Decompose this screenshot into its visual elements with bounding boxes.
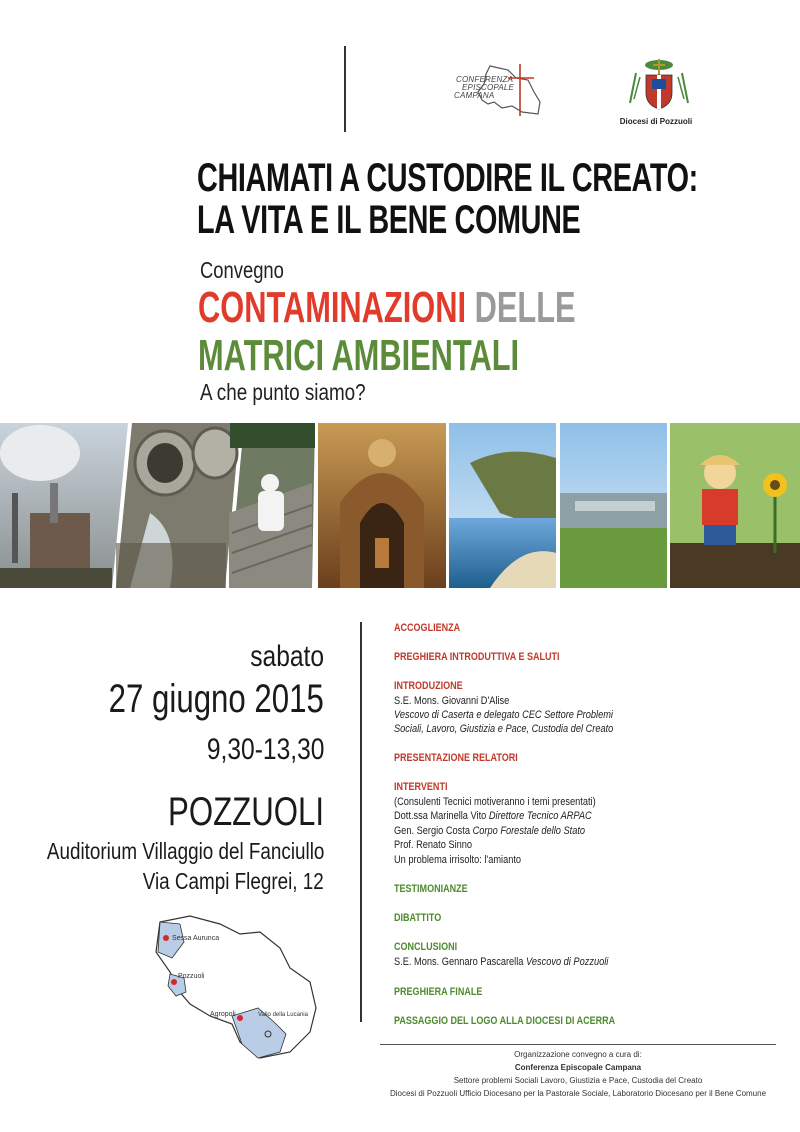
interventi-note: (Consulenti Tecnici motiveranno i temi presentati)	[394, 796, 596, 808]
convegno-label: Convegno	[200, 257, 284, 283]
speaker-1-role: Direttore Tecnico ARPAC	[488, 810, 592, 822]
conclusion-speaker-role: Vescovo di Pozzuoli	[525, 956, 609, 968]
speaker-3-topic: Un problema irrisolto: l'amianto	[394, 854, 522, 866]
main-title-line-2: LA VITA E IL BENE COMUNE	[197, 198, 581, 242]
photo-coastline	[449, 423, 556, 588]
photo-asbestos-worker	[229, 423, 315, 588]
cec-logo	[450, 62, 550, 118]
speaker-2	[394, 824, 730, 839]
footer-sector: Settore problemi Sociali Lavoro, Giustizia e Pace, Custodia del Creato	[453, 1076, 703, 1085]
program-dibattito: DIBATTITO	[394, 912, 442, 924]
photo-drain-pipes	[116, 423, 240, 588]
marker-agropoli	[237, 1015, 243, 1021]
subtitle-question: A che punto siamo?	[200, 379, 366, 405]
header-divider	[344, 46, 346, 132]
footer-cec-name: Conferenza Episcopale Campana	[514, 1063, 642, 1072]
footer-diocese-office: Diocesi di Pozzuoli Ufficio Diocesano per la Pastorale Sociale, Laboratorio Diocesano per il Bene Comune	[389, 1089, 767, 1098]
program-interventi: INTERVENTI	[394, 781, 448, 793]
intro-role-1-text: Vescovo di Caserta e delegato CEC Settore Problemi	[394, 709, 613, 721]
program-accoglienza: ACCOGLIENZA	[394, 622, 461, 634]
cec-logo-text-1: CONFERENZA	[456, 75, 514, 84]
main-title	[197, 157, 698, 241]
photo-water-treatment	[560, 423, 667, 588]
conclusion-speaker	[394, 955, 730, 970]
diocese-label: Diocesi di Pozzuoli	[619, 117, 693, 126]
campania-map	[140, 912, 330, 1062]
event-city: POZZUOLI	[167, 790, 324, 834]
speaker-2-name: Gen. Sergio Costa	[394, 825, 471, 837]
event-day: sabato	[250, 640, 324, 673]
coat-of-arms-icon	[626, 55, 692, 111]
photo-child-planting	[670, 423, 800, 588]
program-preghiera-introduttiva: PREGHIERA INTRODUTTIVA E SALUTI	[394, 651, 560, 663]
event-time: 9,30-13,30	[206, 733, 324, 766]
program-passaggio-logo: PASSAGGIO DEL LOGO ALLA DIOCESI DI ACERRA	[394, 1015, 616, 1027]
map-label-agropoli: Agropoli	[210, 1011, 236, 1018]
intro-role-line-1	[394, 708, 730, 723]
conclusion-speaker-name: S.E. Mons. Gennaro Pascarella	[394, 956, 524, 968]
event-address: Via Campi Flegrei, 12	[142, 868, 324, 894]
cec-logo-text-2: EPISCOPALE	[462, 83, 515, 92]
speaker-3-name: Prof. Renato Sinno	[394, 839, 473, 851]
speaker-1	[394, 809, 730, 824]
cec-logo-text-3: CAMPANA	[454, 91, 495, 100]
program-conclusioni: CONCLUSIONI	[394, 941, 458, 953]
marker-pozzuoli	[171, 979, 177, 985]
program-preghiera-finale: PREGHIERA FINALE	[394, 986, 483, 998]
diocese-coat-of-arms	[626, 55, 692, 111]
contaminazioni-word: CONTAMINAZIONI	[198, 283, 467, 332]
footer-organization-label: Organizzazione convegno a cura di:	[514, 1050, 642, 1059]
program-introduzione: INTRODUZIONE	[394, 680, 463, 692]
event-date: 27 giugno 2015	[108, 677, 324, 721]
program-presentazione-relatori: PRESENTAZIONE RELATORI	[394, 752, 518, 764]
map-label-pozzuoli: Pozzuoli	[178, 973, 205, 980]
footer-divider	[380, 1044, 776, 1045]
contaminazioni-heading	[198, 285, 576, 331]
intro-speaker: S.E. Mons. Giovanni D'Alise	[394, 695, 510, 707]
map-label-vallo: Vallo della Lucania	[258, 1012, 308, 1018]
intro-role-2-text: Sociali, Lavoro, Giustizia e Pace, Custodia del Creato	[394, 723, 614, 735]
speaker-1-name: Dott.ssa Marinella Vito	[394, 810, 487, 822]
photo-strip	[0, 423, 800, 588]
program-testimonianze: TESTIMONIANZE	[394, 883, 468, 895]
photo-industry	[0, 423, 128, 588]
main-title-line-1: CHIAMATI A CUSTODIRE IL CREATO:	[197, 156, 698, 200]
map-label-sessa: Sessa Aurunca	[172, 935, 220, 942]
delle-word: DELLE	[474, 283, 576, 332]
event-venue: Auditorium Villaggio del Fanciullo	[46, 838, 324, 864]
program-divider	[360, 622, 362, 1022]
matrici-heading: MATRICI AMBIENTALI	[198, 331, 520, 380]
speaker-2-role: Corpo Forestale dello Stato	[472, 825, 586, 837]
marker-sessa	[163, 935, 169, 941]
photo-church-interior	[318, 423, 446, 588]
intro-role-line-2	[394, 722, 730, 737]
